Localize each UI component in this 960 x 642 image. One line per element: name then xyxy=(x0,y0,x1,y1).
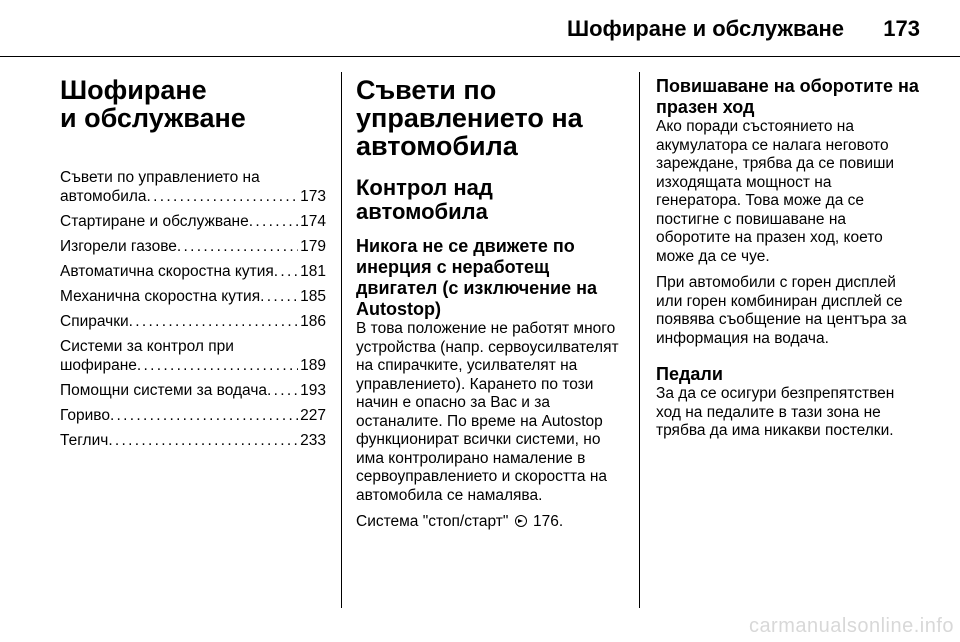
table-of-contents xyxy=(60,187,326,450)
driving-tips-column xyxy=(356,76,624,540)
toc-entry-page: 185 xyxy=(300,288,326,305)
toc-entry[interactable] xyxy=(60,287,326,306)
body-paragraph: За да се осигури безпрепятствен ход на педалите в тази зона не трябва да има никакви постелки. xyxy=(656,385,895,439)
toc-entry[interactable] xyxy=(60,337,326,375)
arrow-circle-icon xyxy=(515,515,527,527)
toc-entry-title: Изгорели газове xyxy=(60,238,177,255)
toc-entry-page: 173 xyxy=(300,188,326,205)
cross-reference-page[interactable]: 176. xyxy=(533,513,564,530)
column-divider-1 xyxy=(341,72,342,608)
toc-entry-page: 189 xyxy=(300,357,326,374)
toc-entry[interactable] xyxy=(60,431,326,450)
cross-reference-text: Система "стоп/старт" xyxy=(356,513,509,530)
toc-entry[interactable] xyxy=(60,187,326,206)
toc-entry-title: Гориво xyxy=(60,407,110,424)
toc-entry-title: Теглич xyxy=(60,432,109,449)
toc-entry-page: 233 xyxy=(300,432,326,449)
toc-entry[interactable] xyxy=(60,406,326,425)
column-divider-2 xyxy=(639,72,640,608)
toc-entry-title: Помощни системи за водача xyxy=(60,382,268,399)
toc-entry-title: Механична скоростна кутия xyxy=(60,288,261,305)
chapter-title xyxy=(60,76,326,132)
toc-entry[interactable] xyxy=(60,237,326,256)
toc-entry[interactable] xyxy=(60,381,326,400)
toc-entry-page: 174 xyxy=(300,213,326,230)
toc-entry-page: 186 xyxy=(300,313,326,330)
body-paragraph: Ако поради състоянието на акумулатора се налага неговото зареждане, трябва да се повиши изходящата мощност на генератора. Това може да се постигне с повишаване на оборотите на празен ход, което може да се чуе. xyxy=(656,118,895,265)
body-paragraph: В това положение не работят много устройства (напр. сервоусилвателят на спирачките, усилвателят на управлението). Карането по този начин е опасно за Вас и за останалите. По време на Autostop функционират всички системи, но има контролирано намаление в сервоуправлението и скоростта на автомобила се намалява. xyxy=(356,320,619,504)
toc-entry-title: шофиране xyxy=(60,357,137,374)
toc-entry-title: Спирачки xyxy=(60,313,129,330)
topic-title: Педали xyxy=(656,364,723,384)
subsection-heading: Контрол над автомобила xyxy=(356,175,493,224)
toc-entry-page: 181 xyxy=(300,263,326,280)
toc-entry-title: автомобила xyxy=(60,188,147,205)
idle-speed-column xyxy=(656,76,920,449)
toc-entry-page: 179 xyxy=(300,238,326,255)
chapter-toc-column xyxy=(60,76,326,450)
chapter-title-line1: Шофиране xyxy=(60,75,207,105)
toc-intro-line: Съвети по управлението на xyxy=(60,169,260,186)
toc-entry-title: Автоматична скоростна кутия xyxy=(60,263,274,280)
toc-entry[interactable] xyxy=(60,212,326,231)
page-number: 173 xyxy=(883,16,920,41)
header-rule xyxy=(0,56,960,57)
toc-entry-title: Стартиране и обслужване xyxy=(60,213,249,230)
toc-entry[interactable] xyxy=(60,262,326,281)
toc-entry-page: 227 xyxy=(300,407,326,424)
chapter-title-line2: и обслужване xyxy=(60,103,246,133)
body-paragraph: При автомобили с горен дисплей или горен комбиниран дисплей се появява съобщение на центъра за информация на водача. xyxy=(656,274,907,347)
cross-reference xyxy=(356,513,624,532)
toc-entry-title-prefix: Системи за контрол при xyxy=(60,338,234,355)
toc-entry[interactable] xyxy=(60,312,326,331)
topic-title: Никога не се движете по инерция с неработещ двигател (с изключение на Autostop) xyxy=(356,236,597,319)
topic-title: Повишаване на оборотите на празен ход xyxy=(656,76,919,117)
toc-entry-page: 193 xyxy=(300,382,326,399)
section-heading: Съвети по управлението на автомобила xyxy=(356,75,583,161)
header-title: Шофиране и обслужване xyxy=(566,16,844,41)
watermark: carmanualsonline.info xyxy=(748,615,954,637)
